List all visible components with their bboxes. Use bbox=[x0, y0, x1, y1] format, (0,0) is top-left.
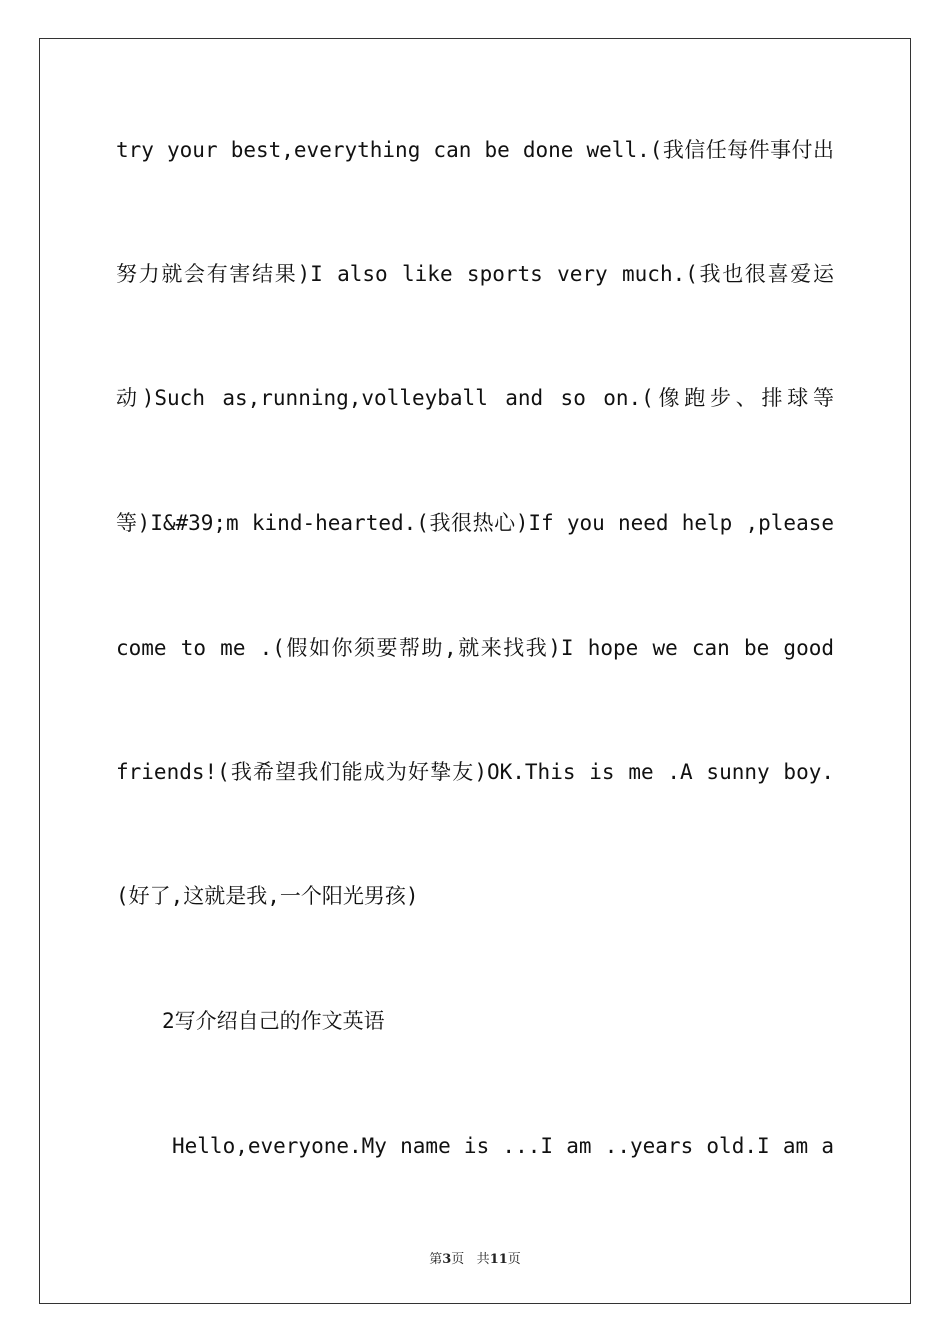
footer-total-prefix: 共 bbox=[476, 1252, 490, 1267]
body-line-7: (好了,这就是我,一个阳光男孩) bbox=[116, 884, 419, 908]
footer-total-suffix: 页 bbox=[507, 1252, 521, 1267]
body-line-2: 努力就会有害结果)I also like sports very much.(我也很喜爱运 bbox=[116, 262, 834, 286]
page-footer bbox=[0, 1248, 950, 1267]
body-line-3: 动)Such as,running,volleyball and so on.(像跑步、排球等 bbox=[116, 386, 834, 410]
body-line-4: 等)I&#39;m kind-hearted.(我很热心)If you need help ,please bbox=[116, 511, 834, 535]
paragraph-start: Hello,everyone.My name is ...I am ..years old.I am a bbox=[172, 1134, 834, 1158]
page-frame bbox=[39, 38, 911, 1304]
footer-current-page: 3 bbox=[442, 1252, 452, 1267]
body-line-5: come to me .(假如你须要帮助,就来找我)I hope we can be good bbox=[116, 636, 834, 660]
footer-prefix: 第 bbox=[429, 1252, 443, 1267]
footer-total-pages: 11 bbox=[489, 1252, 508, 1267]
body-line-1: try your best,everything can be done well.(我信任每件事付出 bbox=[116, 138, 834, 162]
footer-page-suffix: 页 bbox=[451, 1252, 465, 1267]
body-line-6: friends!(我希望我们能成为好挚友)OK.This is me .A sunny boy. bbox=[116, 760, 834, 784]
section-heading: 2写介绍自己的作文英语 bbox=[162, 1009, 385, 1033]
